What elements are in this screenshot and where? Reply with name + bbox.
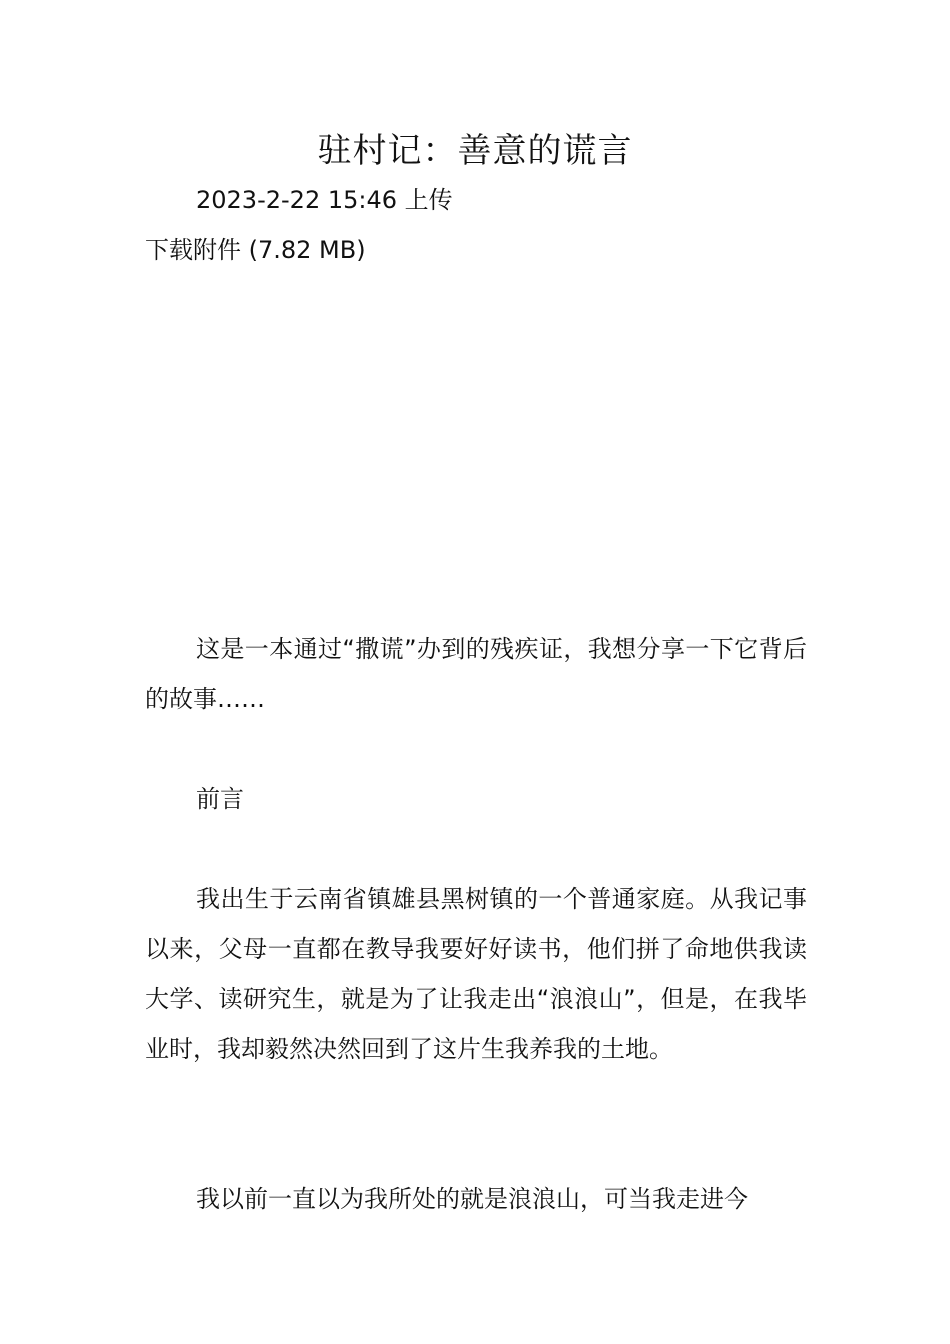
intro-paragraph: 这是一本通过“撒谎”办到的残疾证，我想分享一下它背后的故事…… (145, 635, 807, 713)
section-heading-preface: 前言 (196, 785, 244, 813)
page-title: 驻村记：善意的谎言 (317, 131, 633, 171)
upload-timestamp: 2023-2-22 15:46 上传 (196, 186, 453, 214)
download-attachment-link[interactable]: 下载附件 (7.82 MB) (145, 236, 366, 264)
body-paragraph: 我以前一直以为我所处的就是浪浪山，可当我走进今 (196, 1185, 748, 1213)
body-paragraph: 我出生于云南省镇雄县黑树镇的一个普通家庭。从我记事以来，父母一直都在教导我要好好读书，他们拼了命地供我读大学、读研究生，就是为了让我走出“浪浪山”，但是，在我毕业时，我却毅然决然回到了这片生我养我的土地。 (145, 885, 807, 1063)
